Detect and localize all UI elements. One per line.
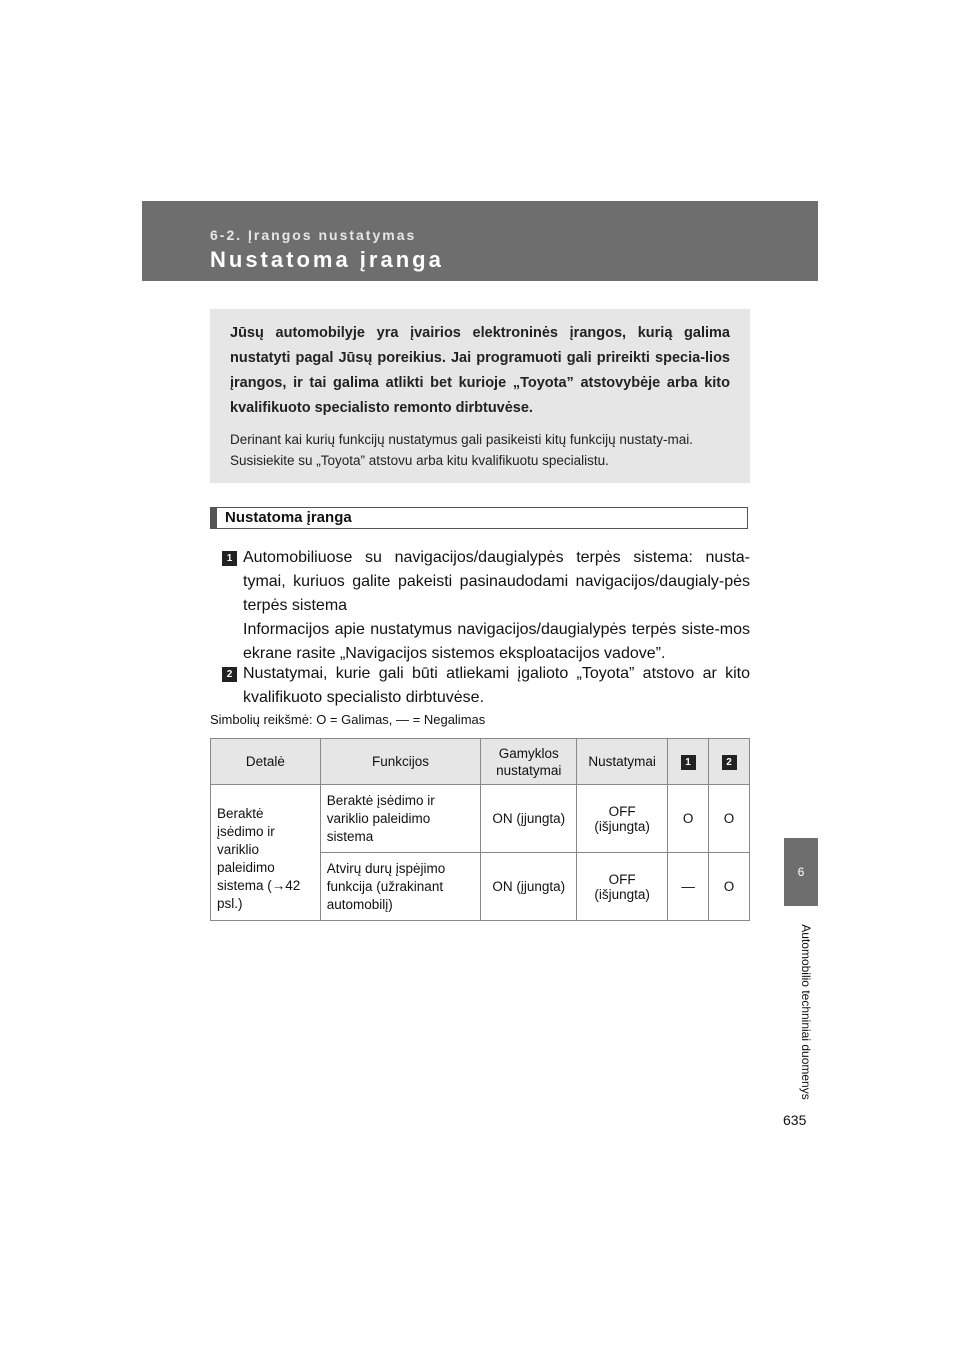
chapter-side-label xyxy=(793,920,813,1110)
column-header xyxy=(668,739,709,785)
settings-table xyxy=(210,738,750,921)
list-item xyxy=(222,546,750,666)
chapter-header xyxy=(142,201,818,281)
table-cell-setting: OFF (išjungta) xyxy=(577,785,668,853)
section-heading-bar xyxy=(211,508,217,528)
chapter-tab[interactable]: 6 xyxy=(784,838,818,906)
list-item xyxy=(222,662,750,710)
list-item-text: Automobiliuose su navigacijos/daugialypės terpės sistema: nusta-tymai, kuriuos galite pakeisti pasinaudodami navigacijos/daugialy-pės terpės sistema xyxy=(243,549,750,614)
table-cell-default: ON (įjungta) xyxy=(481,853,577,921)
symbol-legend: Simbolių reikšmė: O = Galimas, — = Negalimas xyxy=(210,712,486,727)
page-number: 635 xyxy=(783,1112,807,1128)
number-2-icon: 2 xyxy=(722,755,737,770)
section-heading-text: Nustatoma įranga xyxy=(225,509,352,526)
table-cell-mark-2: O xyxy=(709,853,750,921)
column-header: Nustatymai xyxy=(577,739,668,785)
list-item-text: Nustatymai, kurie gali būti atliekami įgalioto „Toyota” atstovo ar kito kvalifikuoto specialisto dirbtuvėse. xyxy=(243,665,750,706)
table-cell-default: ON (įjungta) xyxy=(481,785,577,853)
table-cell-mark-2: O xyxy=(709,785,750,853)
list-item-text: Informacijos apie nustatymus navigacijos/daugialypės terpės siste-mos ekrane rasite „Navigacijos sistemos eksploatacijos vadove”. xyxy=(243,621,750,662)
intro-bold-text: Jūsų automobilyje yra įvairios elektroninės įrangos, kurią galima nustatyti pagal Jūsų poreikius. Jai programuoti gali prireikti specia-lios įrangos, ir tai galima atlikti bet kurioje „Toyota” atstovybėje arba kito kvalifikuoto specialisto remonto dirbtuvėse. xyxy=(230,325,730,416)
table-header-row xyxy=(211,739,750,785)
chapter-side-label-text: Automobilio techniniai duomenys xyxy=(799,924,813,1100)
number-1-icon: 1 xyxy=(222,551,237,566)
intro-box xyxy=(210,309,750,483)
column-header: Detalė xyxy=(211,739,321,785)
table-row xyxy=(211,785,750,853)
table-cell-function: Beraktė įsėdimo ir variklio paleidimo sistema xyxy=(320,785,481,853)
number-1-icon: 1 xyxy=(681,755,696,770)
table-cell-function: Atvirų durų įspėjimo funkcija (užrakinant automobilį) xyxy=(320,853,481,921)
column-header: Gamyklos nustatymai xyxy=(481,739,577,785)
table-cell-detail: Beraktė įsėdimo ir variklio paleidimo sistema (→42 psl.) xyxy=(211,785,321,921)
column-header: Funkcijos xyxy=(320,739,481,785)
page-title: Nustatoma įranga xyxy=(210,247,444,272)
section-heading xyxy=(210,507,748,529)
number-2-icon: 2 xyxy=(222,667,237,682)
table-cell-mark-1: — xyxy=(668,853,709,921)
table-cell-mark-1: O xyxy=(668,785,709,853)
intro-note-text: Derinant kai kurių funkcijų nustatymus gali pasikeisti kitų funkcijų nustaty-mai. Susisiekite su „Toyota” atstovu arba kitu kvalifikuotu specialistu. xyxy=(230,432,693,468)
table-cell-setting: OFF (išjungta) xyxy=(577,853,668,921)
breadcrumb: 6-2. Įrangos nustatymas xyxy=(210,227,417,243)
column-header xyxy=(709,739,750,785)
